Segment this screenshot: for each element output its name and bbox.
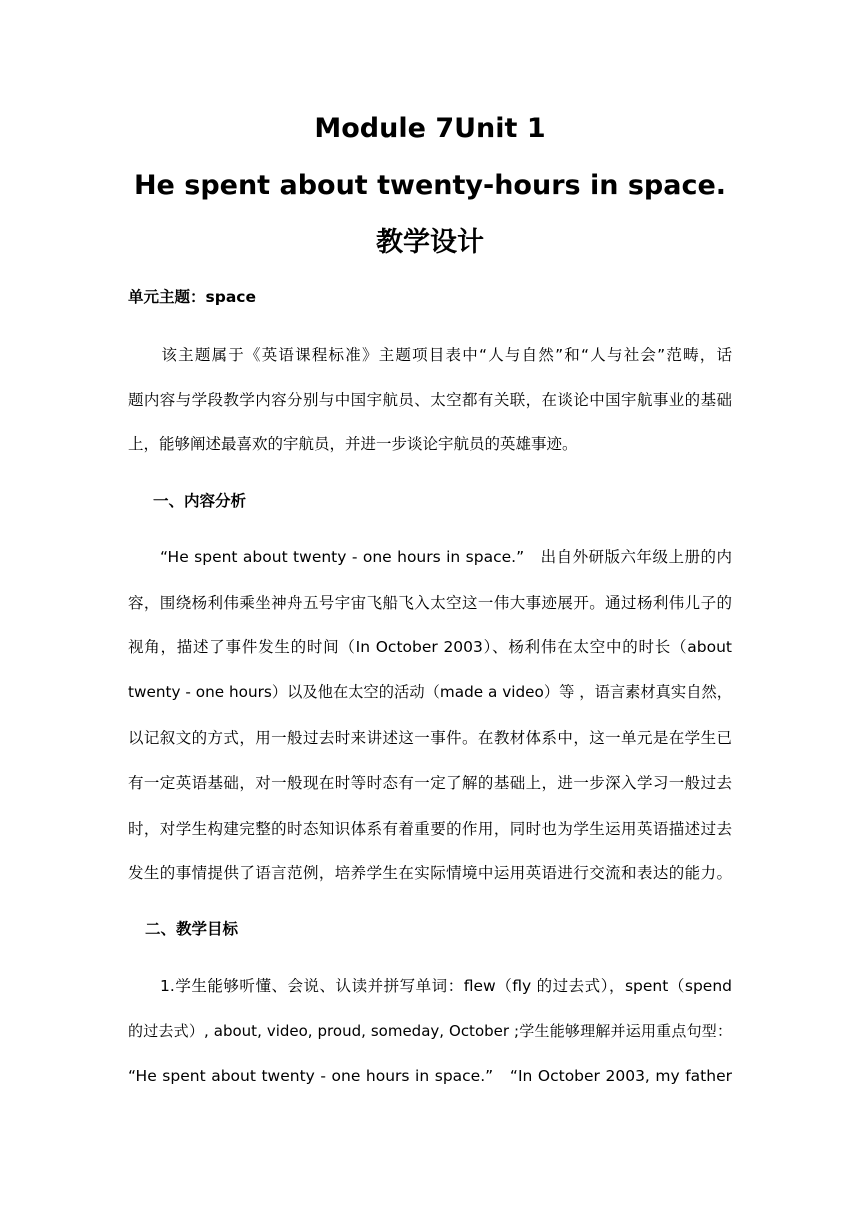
paragraph-line: 视角，描述了事件发生的时间（In October 2003）、杨利伟在太空中的时长（about — [128, 638, 732, 656]
unit-theme-heading: 单元主题：space — [128, 288, 256, 306]
paragraph-line: 有一定英语基础，对一般现在时等时态有一定了解的基础上，进一步深入学习一般过去 — [128, 774, 732, 792]
intro-line: 上，能够阐述最喜欢的宇航员，并进一步谈论宇航员的英雄事迹。 — [128, 435, 578, 453]
intro-line: 题内容与学段教学内容分别与中国宇航员、太空都有关联，在谈论中国宇航事业的基础 — [128, 391, 732, 409]
intro-line: 该主题属于《英语课程标准》主题项目表中“人与自然”和“人与社会”范畴，话 — [128, 346, 732, 364]
paragraph-line: “He spent about twenty - one hours in space.” “In October 2003, my father — [128, 1067, 732, 1085]
paragraph-line: 容，围绕杨利伟乘坐神舟五号宇宙飞船飞入太空这一伟大事迹展开。通过杨利伟儿子的 — [128, 594, 732, 612]
title-teaching-design: 教学设计 — [376, 227, 484, 258]
title-lesson-sentence: He spent about twenty-hours in space. — [133, 170, 727, 201]
paragraph-line: twenty - one hours）以及他在太空的活动（made a video）等 ，语言素材真实自然， — [128, 683, 732, 701]
paragraph-line: 1.学生能够听懂、会说、认读并拼写单词：flew（fly 的过去式），spent（spend — [128, 977, 732, 995]
section-heading-content-analysis: 一、内容分析 — [153, 492, 247, 510]
paragraph-line: 发生的事情提供了语言范例，培养学生在实际情境中运用英语进行交流和表达的能力。 — [128, 864, 732, 882]
title-module-unit: Module 7Unit 1 — [314, 113, 546, 144]
paragraph-line: 以记叙文的方式，用一般过去时来讲述这一事件。在教材体系中，这一单元是在学生已 — [128, 729, 732, 747]
paragraph-line: “He spent about twenty - one hours in space.” 出自外研版六年级上册的内 — [128, 548, 732, 566]
section-heading-teaching-goals: 二、教学目标 — [145, 920, 239, 938]
paragraph-line: 时，对学生构建完整的时态知识体系有着重要的作用，同时也为学生运用英语描述过去 — [128, 820, 732, 838]
paragraph-line: 的过去式）, about, video, proud, someday, October ;学生能够理解并运用重点句型： — [128, 1022, 732, 1040]
